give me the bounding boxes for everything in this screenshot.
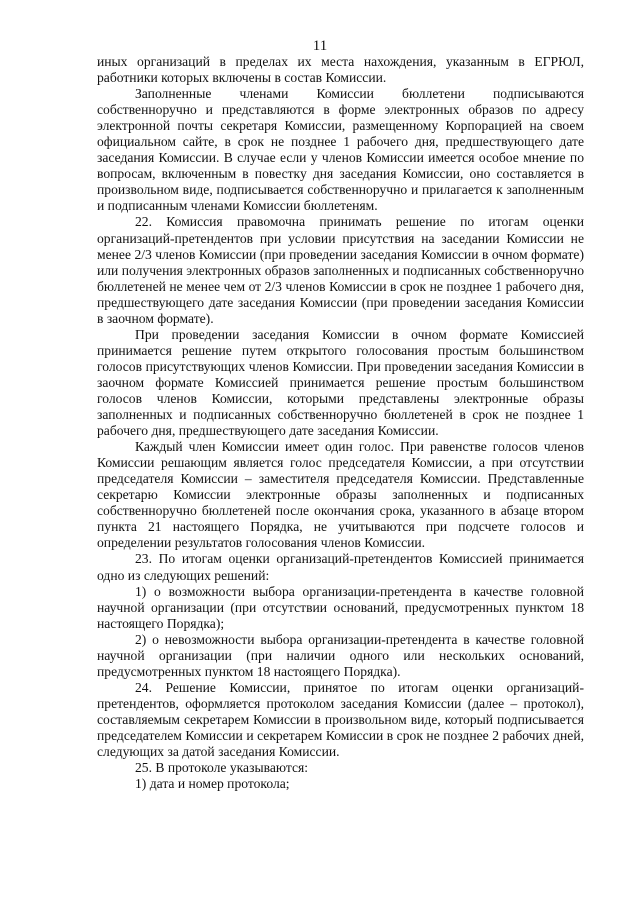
paragraph: 23. По итогам оценки организаций-претендентов Комиссией принимается одно из следующих решений: bbox=[97, 551, 584, 583]
paragraph: 1) о возможности выбора организации-претендента в качестве головной научной организации (при отсутствии оснований, предусмотренных пунктом 18 настоящего Порядка); bbox=[97, 583, 584, 631]
paragraph: При проведении заседания Комиссии в очном формате Комиссией принимается решение путем открытого голосования простым большинством голосов присутствующих членов Комиссии. При проведении заседания Комиссии в заочном формате Комиссией принимается решение простым большинством голосов членов Комиссии, которыми представлены электронные образы заполненных и подписанных собственноручно бюллетеней в срок не позднее 1 рабочего дня, предшествующего дате заседания Комиссии. bbox=[97, 326, 584, 439]
paragraph: 25. В протоколе указываются: bbox=[135, 760, 309, 776]
paragraph: иных организаций в пределах их места нахождения, указанным в ЕГРЮЛ, работники которых включены в состав Комиссии. bbox=[97, 54, 584, 86]
paragraph: Каждый член Комиссии имеет один голос. При равенстве голосов членов Комиссии решающим является голос председателя Комиссии, а при отсутствии председателя Комиссии – заместителя председателя Комиссии. Представленные секретарю Комиссии электронные образы заполненных и подписанных собственноручно бюллетеней после окончания срока, указанного в абзаце втором пункта 21 настоящего Порядка, не учитываются при подсчете голосов и определении результатов голосования членов Комиссии. bbox=[97, 439, 584, 551]
paragraph: 24. Решение Комиссии, принятое по итогам оценки организаций-претендентов, оформляется протоколом заседания Комиссии (далее – протокол), составляемым секретарем Комиссии в произвольном виде, который подписывается председателем Комиссии и секретарем Комиссии в срок не позднее 2 рабочих дней, следующих за датой заседания Комиссии. bbox=[97, 679, 584, 760]
paragraph: 22. Комиссия правомочна принимать решение по итогам оценки организаций-претендентов при условии присутствия на заседании Комиссии не менее 2/3 членов Комиссии (при проведении заседания Комиссии в очном формате) или получения электронных образов заполненных и подписанных собственноручно бюллетеней не менее чем от 2/3 членов Комиссии в срок не позднее 1 рабочего дня, предшествующего дате заседания Комиссии (при проведении заседания Комиссии в заочном формате). bbox=[97, 214, 584, 326]
page-number: 11 bbox=[312, 38, 328, 54]
paragraph: 1) дата и номер протокола; bbox=[135, 776, 290, 792]
document-body bbox=[97, 54, 584, 792]
paragraph: 2) о невозможности выбора организации-претендента в качестве головной научной организации (при наличии одного или нескольких оснований, предусмотренных пунктом 18 настоящего Порядка). bbox=[97, 631, 584, 679]
paragraph: Заполненные членами Комиссии бюллетени подписываются собственноручно и представляются в форме электронных образов по адресу электронной почты секретаря Комиссии, размещенному Корпорацией на своем официальном сайте, в срок не позднее 1 рабочего дня, предшествующего дате заседания Комиссии. В случае если у членов Комиссии имеется особое мнение по вопросам, включенным в повестку дня заседания Комиссии, оно составляется в произвольном виде, подписывается собственноручно и прилагается к заполненным и подписанным членами Комиссии бюллетеням. bbox=[97, 86, 584, 214]
